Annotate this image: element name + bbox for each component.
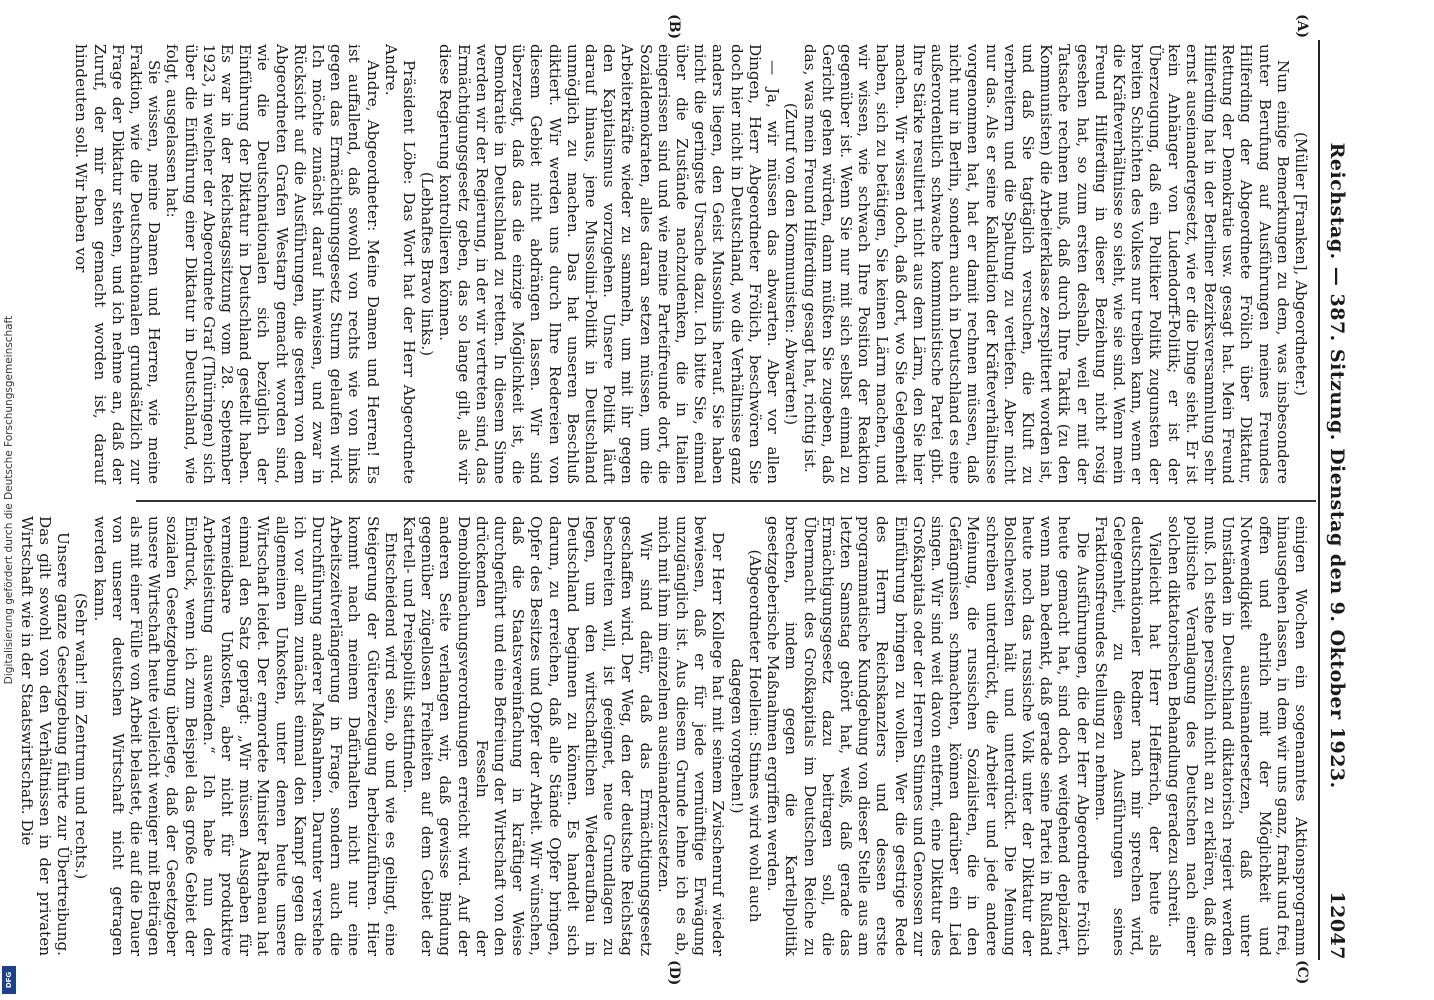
paragraph: Entscheidend wird sein, ob und wie es gelingt, eine Steigerung der Gütererzeugung herbeizuführen. Hier kommt nach meinem Dafürhalten nicht nur eine Arbeitszeitverlängerung in Frage, sondern auch die Durchführung anderer Maßnahmen. Darunter verstehe ich vor allem zunächst einmal den Kampf gegen die allgemeinen Unkosten, unter denen heute unsere Wirtschaft leidet. Der ermordete Minister Rathenau hat einmal den Satz geprägt: „Wir müssen Ausgaben für vermeidbare Unkosten, aber nicht für produktive Arbeitsleistung auswenden.“ Ich habe nun den Eindruck, wenn ich zum Beispiel das große Gebiet der sozialen Gesetzgebung überlege, daß der Gesetzgeber unsere Wirtschaft heute vielleicht weniger mit Beiträgen als mit einer Fülle von Arbeit belastet, die auf die Dauer von unserer deutschen Wirtschaft nicht getragen werden kann. [90,516,400,956]
page-number: 12047 [1326,891,1348,960]
left-column [72,44,1310,484]
header-session: Reichstag. — 387. Sitzung. [1326,142,1348,441]
column-divider [136,500,1316,502]
quoted-paragraph: Sie wissen, meine Damen und Herren, wie meine Fraktion, wie die Deutschnationalen grundsätzlich zur Frage der Diktatur stehen, und ich nehme an, daß der Zuruf, der mir eben gemacht worden ist, darauf hindeuten soll. Wir haben vor [72,44,164,484]
rotated-document-page [17,0,1382,1000]
interjection: (Zuruf von den Kommunisten: Abwarten!) [782,102,801,426]
paragraph: Präsident Löbe: Das Wort hat der Herr Abgeordnete Andre. [381,44,419,484]
header-date: Dienstag den 9. Oktober 1923. [1326,448,1348,789]
margin-marker-c: (C) [1294,960,1310,985]
right-column [18,516,1310,956]
interjection: (Abgeordneter Hoellein: Stinnes wird wohl auch dagegen vorgehen!) [727,549,764,923]
interjection: (Lebhaftes Bravo links.) [418,171,437,357]
paragraph: Andre, Abgeordneter: Meine Damen und Herren! Es ist auffallend, daß sowohl von rechts wie von links gegen das Ermächtigungsgesetz Sturm gelaufen wird. Ich möchte zunächst darauf hinweisen, und zwar in Rücksicht auf die Ausführungen, die gestern von dem Abgeordneten Grafen Westarp gemacht worden sind, wie die Deutschnationalen sich bezüglich der Einführung der Diktatur in Deutschland gestellt haben. Es war in der Reichstagssitzung vom 28. September 1923, in welcher der Abgeordnete Graf (Thüringen) sich über die Einführung einer Diktatur in Deutschland, wie folgt, ausgelassen hat: [163,44,382,484]
dfg-logo-text: DFG [5,971,13,989]
paragraph: Die Ausführungen, die der Herr Abgeordnete Frölich heute gemacht hat, sind doch weitgehend deplaziert, wenn man bedenkt, daß gerade seine Partei in Rußland heute noch das russische Volk unter der Diktatur der Bolschewisten hält und unterdrückt. Die Meinung schreiben unterdrückt, die Arbeiter und jede andere Meinung, die russischen Sozialisten, die in den Gefängnissen schmachten, können darüber ein Lied singen. Wir sind weit davon entfernt, eine Diktatur des Großkapitals oder der Herren Stinnes und Genossen zur Einführung bringen zu wollen. Wer die gestrige Rede des Herrn Reichskanzlers und dessen erste programmatische Kundgebung von dieser Stelle aus am letzten Samstag gehört hat, weiß, daß gerade das Ermächtigungsgesetz dazu beitragen soll, die Übermacht des Großkapitals im Deutschen Reiche zu brechen, indem gegen die Kartellpolitik gesetzgeberische Maßnahmen ergriffen werden. [764,516,1092,956]
paragraph: Wir sind dafür, daß das Ermächtigungsgesetz geschaffen wird. Der Weg, den der deutsche Reichstag beschreiten will, ist geeignet, neue Grundlagen zu legen, um den wirtschaftlichen Wiederaufbau in Deutschland beginnen zu können. Es handelt sich darum, zu erreichen, daß alle Stände Opfer bringen, Opfer des Besitzes und Opfer der Arbeit. Wir wünschen, daß die Staatsvereinfachung in kräftiger Weise durchgeführt und eine Befreiung der Wirtschaft von den drückenden Fesseln der Demobilmachungsverordnungen erreicht wird. Auf der anderen Seite verlangen wir, daß gewisse Bindung gegenüber zügellosen Freiheiten auf dem Gebiet der Kartell- und Preispolitik stattfinden. [400,516,655,956]
dfg-logo [2,966,16,994]
interjection: (Sehr wahr! im Zentrum und rechts.) [72,592,91,880]
margin-marker-b: (B) [666,14,682,40]
paragraph: Nun einige Bemerkungen zu dem, was insbesondere unter Berufung auf Ausführungen meines Freundes Hilferding der Abgeordnete Frölich über Diktatur, Rettung der Demokratie usw. gesagt hat. Mein Freund Hilferding hat in der Berliner Bezirksversammlung sehr ernst auseinandergesetzt, wie er die Dinge sieht. Er ist kein Anhänger von Ludendorff-Politik; er ist der Überzeugung, daß ein Politiker Politik zugunsten der breiten Schichten des Volkes nur treiben kann, wenn er die Kräfteverhältnisse so sieht, wie sie sind. Wenn mein Freund Hilferding in dieser Beziehung nicht rosig gesehen hat, so zum ersten deshalb, weil er mit der Tatsache rechnen muß, daß durch Ihre Taktik (zu den Kommunisten) die Arbeiterklasse zersplittert worden ist, und daß Sie tagtäglich versuchen, die Kluft zu verbreitern und die Spaltung zu vertiefen. Aber nicht nur das. Als er seine Kalkulation der Kräfteverhältnisse vorgenommen hat, hat er damit rechnen müssen, daß nicht nur in Berlin, sondern auch in Deutschland es eine außerordentlich schwache kommunistische Partei gibt. Ihre Stärke resultiert nicht aus dem Lärm, den Sie hier machen. Wir wissen doch, daß dort, wo Sie Gelegenheit haben, sich zu betätigen, Sie keinen Lärm machen, und wir wissen, wie schwach Ihre Position der Reaktion gegenüber ist. Wenn Sie nur mit sich selbst einmal zu Gericht gehen würden, dann müßten Sie zugeben, daß das, was mein Freund Hilferding gesagt hat, richtig ist. [800,44,1292,484]
paragraph: Unsere ganze Gesetzgebung führte zur Übertreibung. Das gilt sowohl von den Verhältnissen in der privaten Wirtschaft wie in der Staatswirtschaft. Die [17,516,73,956]
header-left-text [1326,40,1348,891]
paragraph: einigen Wochen ein sogenanntes Aktionsprogramm hinausgehen lassen, in dem wir uns ganz, frank und frei, offen und ehrlich mit der Möglichkeit und Notwendigkeit auseinandersetzen, daß unter Umständen in Deutschland diktatorisch regiert werden muß. Ich stehe persönlich nicht an zu erklären, daß die politische Veranlagung des Deutschen nach einer solchen diktatorischen Behandlung geradezu schreit. [1164,516,1310,956]
paragraph: Der Herr Kollege hat mit seinem Zwischenruf wieder bewiesen, daß er für jede vernünftige Erwägung unzugänglich ist. Aus diesem Grunde lehne ich es ab, mich mit ihm im einzelnen auseinanderzusetzen. [654,516,728,956]
speaker-label: (Müller [Franken], Abgeordneter.) [1292,132,1310,396]
margin-marker-a: (A) [1294,14,1310,39]
paragraph: Vielleicht hat Herr Helfferich, der heute als deutschnationaler Redner nach mir sprechen wird, Gelegenheit, zu diesen Ausführungen seines Fraktionsfreundes Stellung zu nehmen. [1091,516,1165,956]
paragraph: — Ja, wir müssen das abwarten. Aber vor allen Dingen, Herr Abgeordneter Frölich, beschwören Sie doch hier nicht in Deutschland, wo die Verhältnisse ganz anders liegen, den Geist Mussolinis herauf. Sie haben nicht die geringste Ursache dazu. Ich bitte Sie, einmal über die Zustände nachzudenken, die in Italien eingerissen sind und wie meine Parteifreunde dort, die Sozialdemokraten, alles daran setzen müssen, um die Arbeiterkräfte wieder zu sammeln, um mit ihr gegen den Kapitalismus vorzugehen. Unsere Politik läuft darauf hinaus, jene Mussolini-Politik in Deutschland unmöglich zu machen. Das hat unseren Beschluß diktiert. Wir werden uns durch Ihre Redereien von diesem Gebiet nicht abdrängen lassen. Wir sind überzeugt, daß das die einzige Möglichkeit ist, die Demokratie in Deutschland zu retten. In diesem Sinne werden wir der Regierung, in der wir vertreten sind, das Ermächtigungsgesetz geben, das so lange gilt, als wir diese Regierung kontrollieren können. [436,44,783,484]
page-header [1318,40,1348,960]
digitization-credit: Digitalisierung gefördert durch die Deutsche Forschungsgemeinschaft [3,315,15,685]
margin-marker-d: (D) [666,960,682,986]
digitization-credit-strip [0,0,18,1000]
